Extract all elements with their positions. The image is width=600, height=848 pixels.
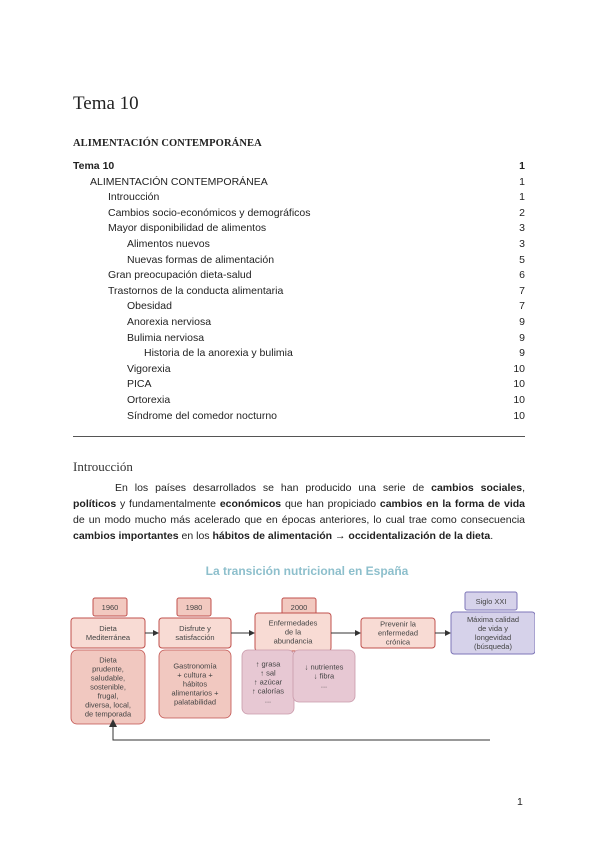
toc-entry-page: 9 [519, 331, 525, 344]
bold-run: políticos [73, 498, 117, 510]
stage-label: crónica [385, 637, 411, 647]
detail-label: palatabilidad [173, 697, 217, 707]
toc-entry[interactable] [73, 346, 525, 362]
toc-entry-page: 5 [519, 253, 525, 266]
toc-entry[interactable] [73, 206, 525, 222]
intro-paragraph [73, 480, 525, 544]
detail-label: prudente, [92, 664, 124, 674]
detail-label: ↓ nutrientes [304, 662, 344, 672]
detail-label: saludable, [90, 673, 126, 683]
document-title: Tema 10 [73, 93, 139, 114]
toc-entry-label: ALIMENTACIÓN CONTEMPORÁNEA [90, 175, 268, 188]
text-run: , [522, 482, 525, 494]
detail-label: + cultura + [177, 670, 213, 680]
toc-entry[interactable] [73, 221, 525, 237]
toc-entry-page: 3 [519, 222, 525, 235]
year-label: 2000 [290, 603, 308, 612]
toc-entry-page: 10 [513, 393, 525, 406]
stage-label: Máxima calidad [466, 615, 520, 624]
toc-entry-label: Cambios socio-económicos y demográficos [108, 206, 311, 219]
toc-entry-label: Historia de la anorexia y bulimia [144, 347, 293, 360]
toc-entry-label: Trastornos de la conducta alimentaria [108, 284, 284, 297]
text-run: y fundamentalmente [116, 498, 220, 510]
toc-entry[interactable] [73, 190, 525, 206]
toc-entry[interactable] [73, 159, 525, 175]
toc-entry[interactable] [73, 175, 525, 191]
detail-label: de temporada [84, 709, 132, 719]
toc-entry-label: Gran preocupación dieta-salud [108, 269, 252, 282]
toc-entry[interactable] [73, 284, 525, 300]
detail-label: alimentarios + [171, 688, 219, 698]
detail-label: Gastronomía [173, 661, 217, 671]
stage-label: satisfacción [175, 633, 215, 642]
toc-entry[interactable] [73, 393, 525, 409]
detail-label: ... [264, 695, 272, 705]
flow-arrowhead [249, 630, 255, 636]
bold-run: cambios sociales [431, 482, 523, 494]
detail-label: diversa, local, [85, 700, 131, 710]
toc-entry-label: Vigorexia [127, 362, 171, 375]
toc-entry-page: 7 [519, 300, 525, 313]
toc-entry-page: 7 [519, 284, 525, 297]
detail-label: ↓ fibra [313, 671, 335, 681]
stage-label: de la [284, 627, 302, 637]
toc-entry-page: 9 [519, 347, 525, 360]
stage-label: abundancia [273, 636, 313, 646]
toc-entry-page: 6 [519, 269, 525, 282]
toc-entry[interactable] [73, 315, 525, 331]
toc-entry-page: 10 [513, 409, 525, 422]
diagram-title: La transición nutricional en España [205, 564, 409, 578]
toc-entry-label: Mayor disponibilidad de alimentos [108, 222, 267, 235]
detail-label: ... [320, 680, 328, 690]
toc-entry-page: 2 [519, 206, 525, 219]
text-run: En los países desarrollados se han producido una serie de [115, 482, 432, 494]
table-of-contents [73, 159, 525, 424]
bold-run: cambios importantes [73, 530, 179, 542]
text-run: de un modo mucho más acelerado que en épocas anteriores, lo cual trae como consecuencia [73, 514, 525, 526]
toc-entry[interactable] [73, 268, 525, 284]
toc-entry[interactable] [73, 409, 525, 425]
stage-label: de vida y [477, 624, 509, 633]
toc-entry-page: 1 [519, 191, 525, 204]
stage-label: Enfermedades [268, 618, 318, 628]
stage-label: (búsqueda) [474, 642, 512, 651]
text-run: . [490, 530, 494, 542]
page-number: 1 [517, 796, 523, 808]
toc-entry-page: 3 [519, 237, 525, 250]
text-run: que han propiciado [281, 498, 380, 510]
toc-entry[interactable] [73, 377, 525, 393]
toc-entry-label: Obesidad [127, 300, 172, 313]
toc-entry-page: 9 [519, 315, 525, 328]
detail-label: frugal, [97, 691, 119, 701]
divider [73, 436, 525, 437]
stage-label: Dieta [99, 624, 117, 633]
flow-arrowhead [445, 630, 451, 636]
detail-label: ↑ calorías [251, 686, 285, 696]
toc-entry-label: PICA [127, 378, 152, 391]
toc-entry-label: Tema 10 [73, 160, 115, 172]
toc-entry-label: Anorexia nerviosa [127, 315, 212, 328]
text-run: en los [178, 530, 213, 542]
toc-entry-label: Bulimia nerviosa [127, 331, 205, 344]
document-subtitle: ALIMENTACIÓN CONTEMPORÁNEA [73, 138, 262, 149]
stage-label: Disfrute y [179, 624, 211, 633]
detail-label: ↑ azúcar [253, 677, 283, 687]
bold-run: económicos [219, 498, 282, 510]
toc-entry[interactable] [73, 362, 525, 378]
toc-entry[interactable] [73, 253, 525, 269]
toc-entry-label: Introucción [108, 191, 160, 204]
toc-entry-label: Ortorexia [127, 393, 171, 406]
toc-entry-label: Nuevas formas de alimentación [127, 253, 275, 266]
stage-label: longevidad [474, 633, 512, 642]
toc-entry-label: Síndrome del comedor nocturno [127, 409, 277, 422]
section-heading: Introucción [73, 459, 133, 474]
bold-run: hábitos de alimentación → occidentalización de la dieta [212, 530, 491, 542]
feedback-arrow [113, 725, 490, 740]
toc-entry-page: 10 [513, 362, 525, 375]
toc-entry-page: 10 [513, 378, 525, 391]
detail-label: ↑ grasa [255, 659, 281, 669]
stage-label: Mediterránea [85, 633, 131, 642]
stage-label: Prevenir la [380, 619, 416, 629]
year-label: 1960 [101, 603, 119, 612]
toc-entry[interactable] [73, 237, 525, 253]
detail-label: Dieta [99, 655, 117, 665]
toc-entry[interactable] [73, 299, 525, 315]
toc-entry[interactable] [73, 331, 525, 347]
detail-label: sostenible, [90, 682, 126, 692]
detail-label: ↑ sal [260, 668, 276, 678]
flow-arrowhead [153, 630, 159, 636]
flow-arrowhead [355, 630, 361, 636]
toc-entry-page: 1 [519, 175, 525, 188]
detail-label: hábitos [182, 679, 208, 689]
toc-entry-page: 1 [519, 160, 525, 172]
nutrition-transition-diagram [65, 555, 535, 750]
year-label: Siglo XXI [475, 597, 507, 606]
year-label: 1980 [185, 603, 203, 612]
bold-run: cambios en la forma de vida [379, 498, 525, 510]
stage-label: enfermedad [377, 628, 419, 638]
toc-entry-label: Alimentos nuevos [127, 237, 210, 250]
